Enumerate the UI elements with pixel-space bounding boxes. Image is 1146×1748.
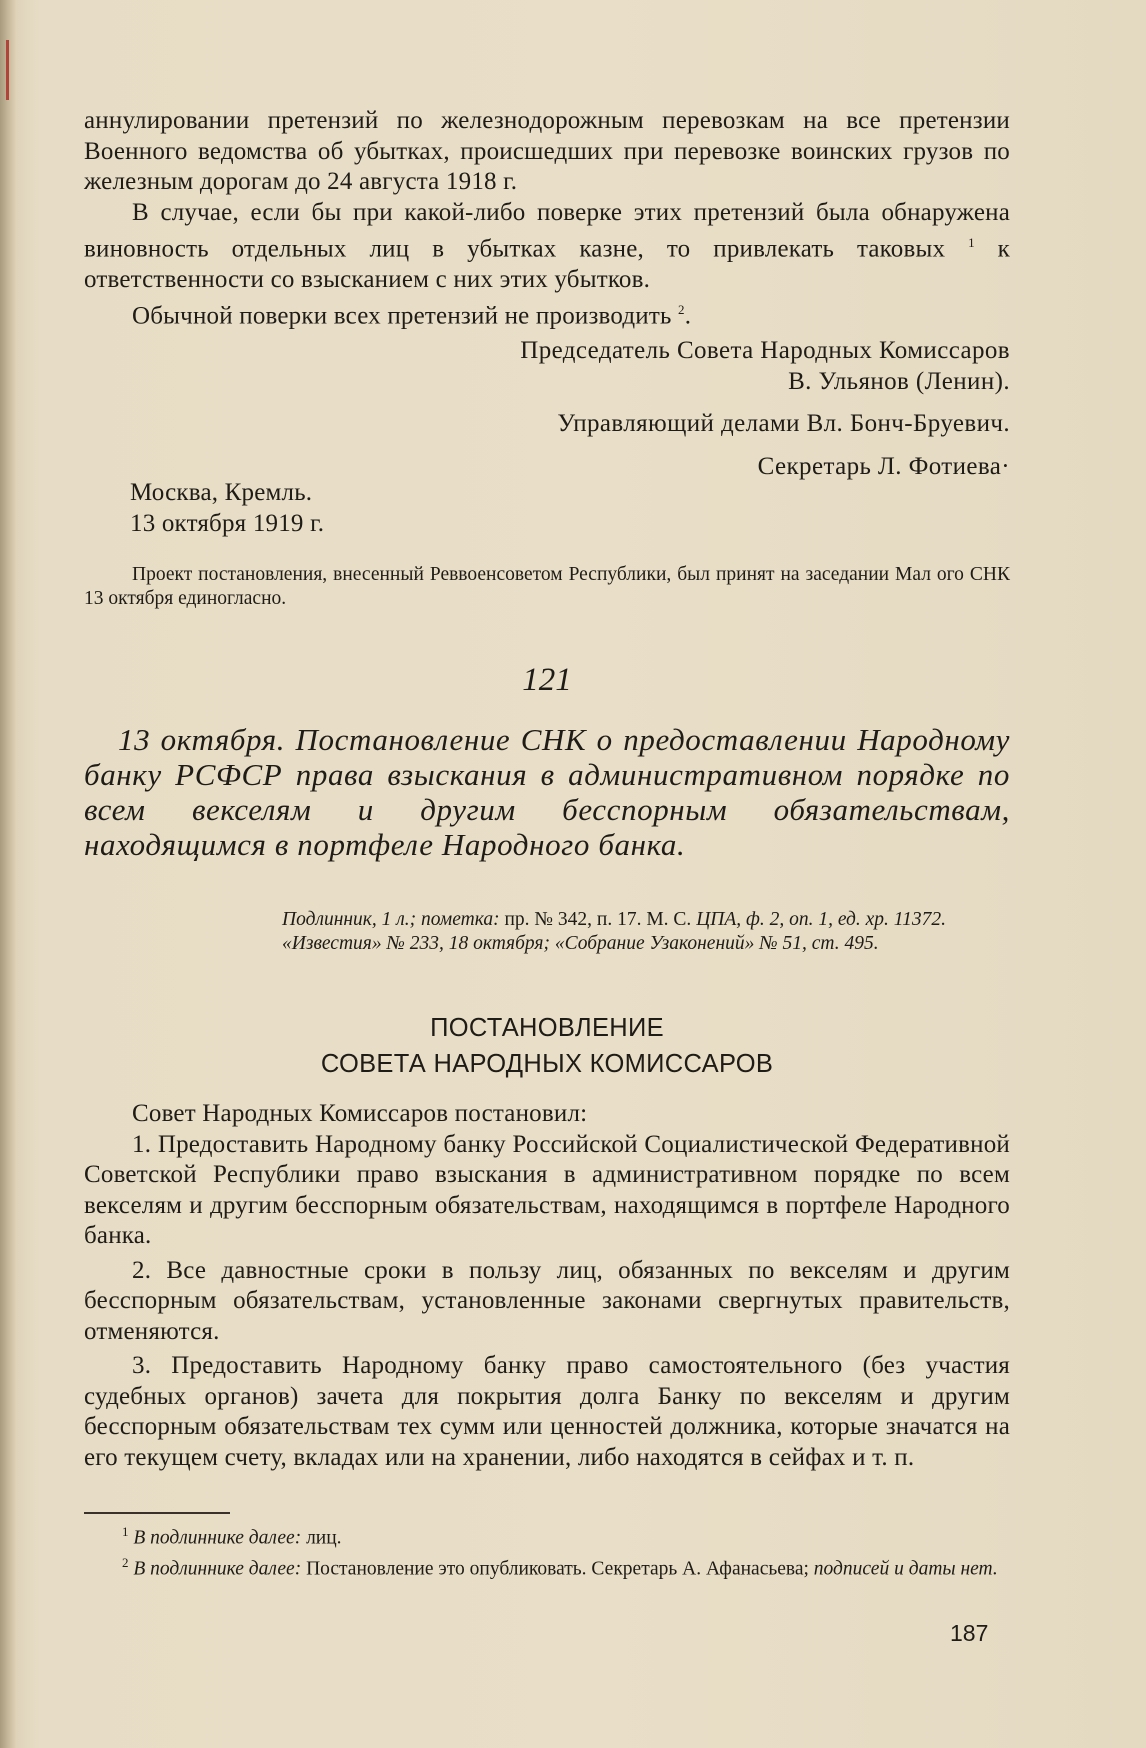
sources-block xyxy=(226,908,1010,956)
paragraph: В случае, если бы при какой-либо поверке этих претензий была обнаружена виновность отдельных лиц в убытках казне, то привлекать таковых $^1$ к ответственности со взысканием с них этих убытков. xyxy=(84,198,1011,293)
document-number-block xyxy=(84,662,1010,699)
editorial-note: Проект постановления, внесенный Реввоенсоветом Республики, был принят на заседании Мал ого СНК 13 октября единогласно. xyxy=(84,564,1010,609)
page-number: 187 xyxy=(950,1620,989,1646)
footnote-divider xyxy=(84,1512,230,1514)
decree-intro: Совет Народных Комиссаров постановил: xyxy=(132,1100,588,1127)
heading-line-2: СОВЕТА НАРОДНЫХ КОМИССАРОВ xyxy=(320,1050,774,1078)
document-number: 121 xyxy=(522,662,572,698)
signature-chair-name: В. Ульянов (Ленин). xyxy=(788,367,1010,395)
footnote-1: $^1$ В подлиннике далее: лиц. xyxy=(122,1524,342,1549)
signature-block xyxy=(84,336,1010,482)
place: Москва, Кремль. xyxy=(130,479,313,506)
paragraph: Обычной поверки всех претензий не производить $^2$. xyxy=(132,302,692,330)
continuation-text xyxy=(84,106,1010,332)
book-spine xyxy=(0,0,16,1748)
document-title: 13 октября. Постановление СНК о предоставлении Народному банку РСФСР права взыскания в административном порядке по всем векселям и другим бесспорным обязательствам, находящимся в портфеле Народного банка. xyxy=(84,722,1010,862)
footnotes xyxy=(84,1520,1010,1581)
date: 13 октября 1919 г. xyxy=(130,509,325,537)
place-date xyxy=(130,478,530,539)
decree-body xyxy=(84,1099,1010,1473)
spine-red-mark xyxy=(6,40,9,100)
source-publication: «Известия» № 233, 18 октября; «Собрание Узаконений» № 51, ст. 495. xyxy=(282,933,879,954)
source-archive: Подлинник, 1 л.; пометка: пр. № 342, п. 17. М. С. ЦПА, ф. 2, оп. 1, ед. хр. 11372. xyxy=(282,909,946,930)
decree-item-2: 2. Все давностные сроки в пользу лиц, обязанных по векселям и другим бесспорным обязательствам, установленные законами свергнутых правительств, отменяются. xyxy=(84,1256,1010,1345)
decree-item-3: 3. Предоставить Народному банку право самостоятельного (без участия судебных органов) зачета для покрытия долга Банку по векселям и другим бесспорным обязательствам тех сумм или ценностей должника, которые значатся на его текущем счету, вкладах или на хранении, либо находятся в сейфах и т. п. xyxy=(84,1352,1010,1471)
signature-manager: Управляющий делами Вл. Бонч-Бруевич. xyxy=(557,410,1010,437)
signature-secretary: Секретарь Л. Фотиева· xyxy=(757,452,1010,480)
footnote-2: $^2$ В подлиннике далее: Постановление это опубликовать. Секретарь А. Афанасьева; подписей и даты нет. xyxy=(122,1554,998,1579)
decree-heading xyxy=(84,1010,1010,1082)
document-title-block xyxy=(84,722,1010,862)
signature-chair-title: Председатель Совета Народных Комиссаров xyxy=(520,337,1010,364)
decree-item-1: 1. Предоставить Народному банку Российской Социалистической Федеративной Советской Республики право взыскания в административном порядке по всем векселям и другим бесспорным обязательствам, находящимся в портфеле Народного банка. xyxy=(84,1130,1010,1249)
paragraph: аннулировании претензий по железнодорожным перевозкам на все претензии Военного ведомства об убытках, происшедших при перевозке воинских грузов по железным дорогам до 24 августа 1918 г. xyxy=(84,107,1010,195)
heading-line-1: ПОСТАНОВЛЕНИЕ xyxy=(430,1014,664,1042)
